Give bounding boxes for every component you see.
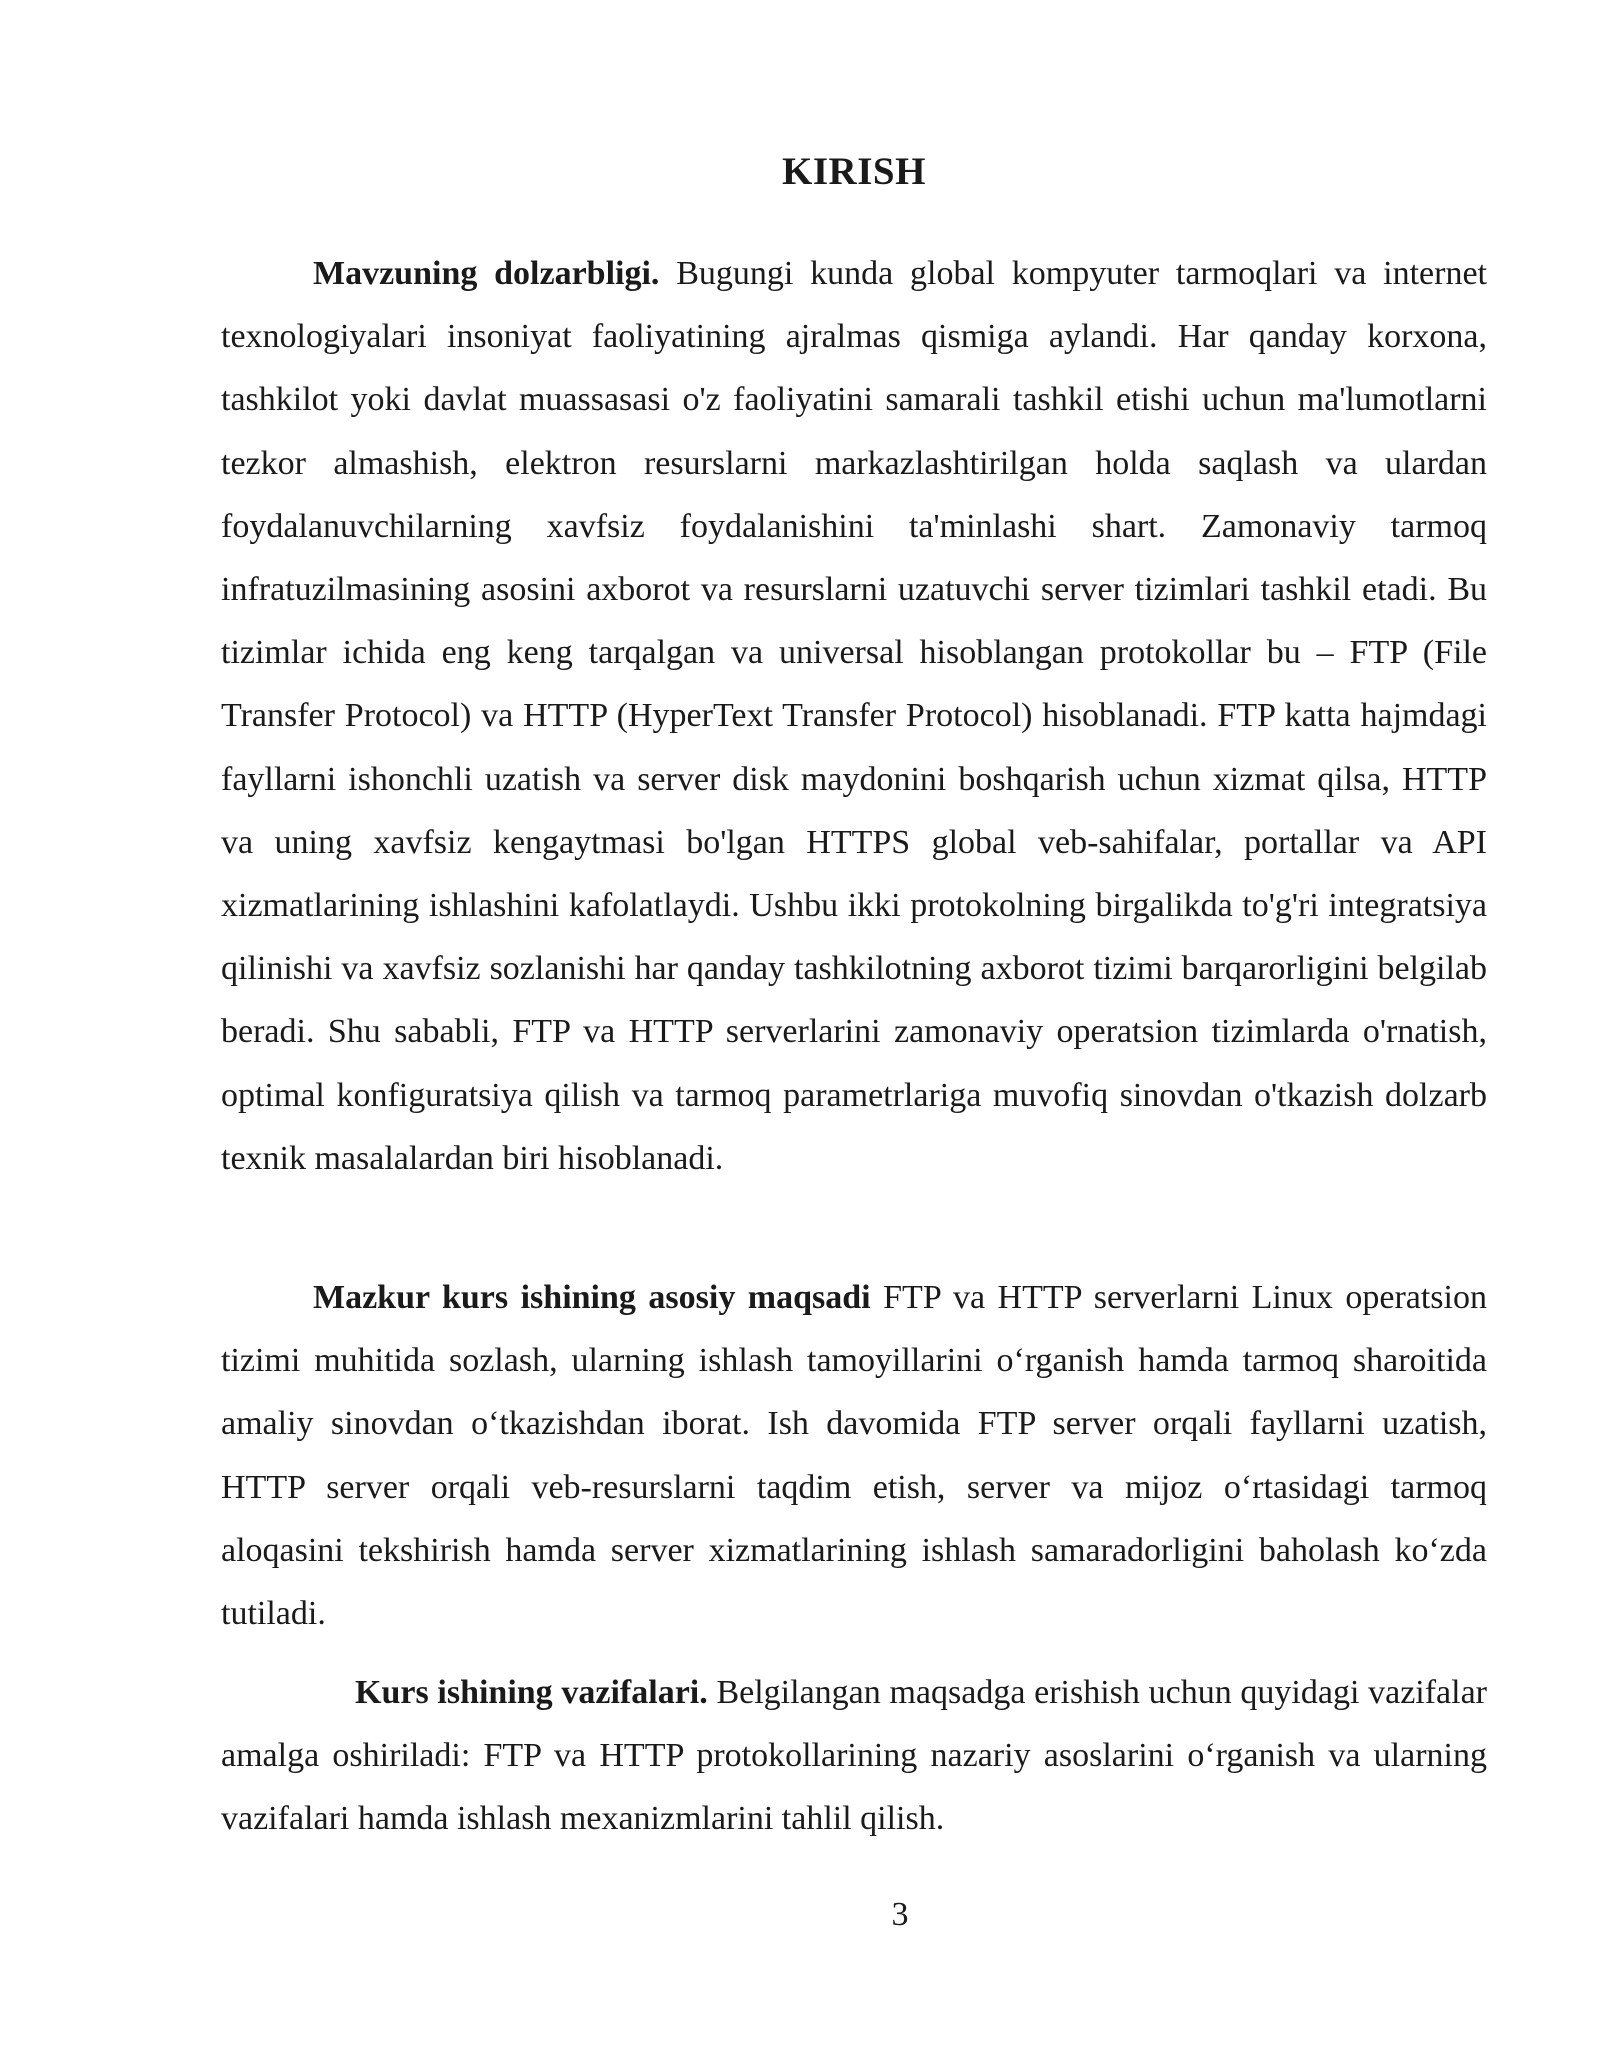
paragraph-tasks [221,1661,1487,1851]
paragraph-goal [221,1266,1487,1645]
paragraph-relevance [221,242,1487,1190]
paragraph-lead: Mavzuning dolzarbligi. [313,255,660,292]
paragraph-text: Belgilangan maqsadga erishish uchun quyidagi vazifalar amalga oshiriladi: FTP va HTTP protokollarining nazariy asoslarini o‘rganish va ularning vazifalari hamda ishlash mexanizmlarini tahlil qilish. [221,1674,1487,1838]
section-title: KIRISH [782,150,926,193]
paragraph-lead: Mazkur kurs ishining asosiy maqsadi [313,1279,871,1316]
paragraph-lead: Kurs ishining vazifalari. [355,1674,708,1711]
paragraph-text: Bugungi kunda global kompyuter tarmoqlari va internet texnologiyalari insoniyat faoliyatining ajralmas qismiga aylandi. Har qanday korxona, tashkilot yoki davlat muassasasi o'z faoliyatini samarali tashkil etishi uchun ma'lumotlarni tezkor almashish, elektron resurslarni markazlashtirilgan holda saqlash va ulardan foydalanuvchilarning xavfsiz foydalanishini ta'minlashi shart. Zamonaviy tarmoq infratuzilmasining asosini axborot va resurslarni uzatuvchi server tizimlari tashkil etadi. Bu tizimlar ichida eng keng tarqalgan va universal hisoblangan protokollar bu – FTP (File Transfer Protocol) va HTTP (HyperText Transfer Protocol) hisoblanadi. FTP katta hajmdagi fayllarni ishonchli uzatish va server disk maydonini boshqarish uchun xizmat qilsa, HTTP va uning xavfsiz kengaytmasi bo'lgan HTTPS global veb-sahifalar, portallar va API xizmatlarining ishlashini kafolatlaydi. Ushbu ikki protokolning birgalikda to'g'ri integratsiya qilinishi va xavfsiz sozlanishi har qanday tashkilotning axborot tizimi barqarorligini belgilab beradi. Shu sababli, FTP va HTTP serverlarini zamonaviy operatsion tizimlarda o'rnatish, optimal konfiguratsiya qilish va tarmoq parametrlariga muvofiq sinovdan o'tkazish dolzarb texnik masalalardan biri hisoblanadi. [221,255,1487,1177]
paragraph-text: FTP va HTTP serverlarni Linux operatsion tizimi muhitida sozlash, ularning ishlash tamoyillarini o‘rganish hamda tarmoq sharoitida amaliy sinovdan o‘tkazishdan iborat. Ish davomida FTP server orqali fayllarni uzatish, HTTP server orqali veb-resurslarni taqdim etish, server va mijoz o‘rtasidagi tarmoq aloqasini tekshirish hamda server xizmatlarining ishlash samaradorligini baholash ko‘zda tutiladi. [221,1279,1487,1633]
page-number: 3 [891,1896,909,1933]
